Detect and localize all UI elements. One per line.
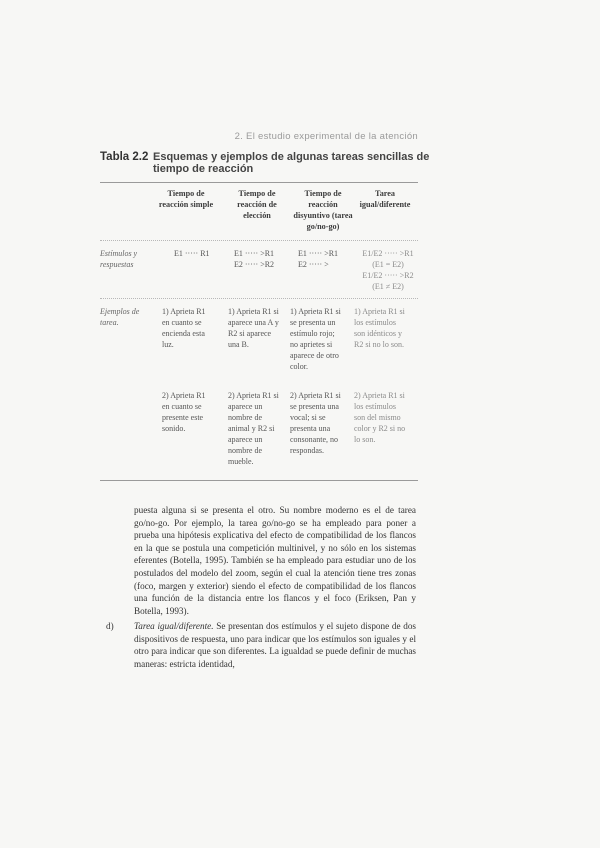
cell-line: encienda esta <box>162 329 205 338</box>
cell-line: una B. <box>228 340 249 349</box>
cell-line: animal y R2 si <box>228 424 275 433</box>
cell-r1-choice <box>234 248 292 270</box>
cell-line: E2 ····· >R2 <box>234 260 275 269</box>
cell-line: 2) Aprieta R1 si <box>354 391 405 400</box>
cell-r2-choice <box>228 306 292 350</box>
cell-line: en cuanto se <box>162 402 202 411</box>
cell-line: los estímulos <box>354 318 397 327</box>
cell-line: lo son. <box>354 435 376 444</box>
cell-line: los estímulos <box>354 402 397 411</box>
header-disjunctive: Tiempo de reacción disyuntivo (tarea go/no-go) <box>293 189 353 231</box>
cell-line: se presenta un <box>290 318 336 327</box>
cell-line: nombre de <box>228 446 262 455</box>
cell-line: respondas. <box>290 446 324 455</box>
cell-r1-disjunctive <box>298 248 356 270</box>
header-rule <box>100 240 418 241</box>
cell-line: 2) Aprieta R1 si <box>228 391 279 400</box>
cell-line: (E1 = E2) <box>372 260 404 269</box>
cell-line: E1/E2 ····· >R2 <box>362 271 414 280</box>
cell-r2-simple <box>162 306 224 350</box>
cell-line: presenta una <box>290 424 331 433</box>
header-same-different: Tarea igual/diferente <box>359 189 411 209</box>
cell-line: E1 ····· >R1 <box>234 249 275 258</box>
cell-line: 2) Aprieta R1 si <box>290 391 341 400</box>
running-header: 2. El estudio experimental de la atención <box>234 131 418 142</box>
cell-line: consonante, no <box>290 435 338 444</box>
cell-line: son idénticos y <box>354 329 402 338</box>
cell-line: aparece un <box>228 402 263 411</box>
cell-r1-simple <box>174 248 230 259</box>
cell-line: color y R2 si no <box>354 424 406 433</box>
cell-line: R2 si no lo son. <box>354 340 405 349</box>
table-bottom-rule <box>100 480 418 481</box>
cell-line: 1) Aprieta R1 <box>162 307 206 316</box>
cell-line: luz. <box>162 340 174 349</box>
cell-line: aparece un <box>228 435 263 444</box>
cell-r1-same-different <box>356 248 420 292</box>
cell-line: color. <box>290 362 308 371</box>
cell-line: R2 si aparece <box>228 329 272 338</box>
row-label-examples: Ejemplos de tarea. <box>100 307 140 327</box>
cell-line: E2 ····· > <box>298 260 329 269</box>
list-item-content <box>134 620 416 670</box>
cell-line: se presenta una <box>290 402 339 411</box>
cell-line: son del mismo <box>354 413 401 422</box>
cell-line: en cuanto se <box>162 318 202 327</box>
table-title: Esquemas y ejemplos de algunas tareas sencillas de tiempo de reacción <box>153 151 430 175</box>
cell-r2-disjunctive <box>290 306 354 372</box>
row-label-stimuli: Estímulos y respuestas <box>100 249 138 269</box>
cell-line: presente este <box>162 413 204 422</box>
cell-line: nombre de <box>228 413 262 422</box>
cell-line: no aprietes si <box>290 340 333 349</box>
cell-line: sonido. <box>162 424 186 433</box>
cell-line: 1) Aprieta R1 si <box>228 307 279 316</box>
table-number: Tabla 2.2 <box>100 151 149 163</box>
body-paragraph <box>134 504 416 617</box>
cell-r3-disjunctive <box>290 390 354 456</box>
header-simple: Tiempo de reacción simple <box>158 189 214 209</box>
cell-line: E1 ····· R1 <box>174 249 210 258</box>
cell-r3-same-different <box>354 390 418 445</box>
cell-line: E1 ····· >R1 <box>298 249 339 258</box>
cell-line: E1/E2 ····· >R1 <box>362 249 414 258</box>
cell-line: aparece una A y <box>228 318 279 327</box>
cell-line: (E1 ≠ E2) <box>372 282 404 291</box>
list-marker: d) <box>106 621 114 631</box>
paragraph-text: puesta alguna si se presenta el otro. Su nombre moderno es el de tarea go/no-go. Por ejemplo, la tarea go/no-go se ha empleado para poner a prueba una hipótesis explicativa del efecto de compatibilidad de los flancos en la que se postula una competición multinivel, y no sólo en los sistemas eferentes (Botella, 1995). También se ha empleado para estudiar uno de los postulados del modelo del zoom, según el cual la atención tiene tres zonas (foco, margen y exterior) siendo el efecto de compatibilidad de los flancos una función de la distancia entre los flancos y el foco (Eriksen, Pan y Botella, 1993). <box>134 505 416 616</box>
cell-r3-choice <box>228 390 292 467</box>
cell-line: 2) Aprieta R1 <box>162 391 206 400</box>
cell-r3-simple <box>162 390 224 434</box>
cell-line: 1) Aprieta R1 si <box>290 307 341 316</box>
cell-line: estímulo rojo; <box>290 329 335 338</box>
item-text: Se presentan dos estímulos y el sujeto dispone de dos dispositivos de respuesta, uno para indicar que los estímulos son iguales y el otro para indicar que son diferentes. La igualdad se puede definir de muchas maneras: estricta identidad, <box>134 621 417 669</box>
header-choice: Tiempo de reacción de elección <box>237 189 277 220</box>
cell-line: vocal; si se <box>290 413 326 422</box>
cell-r2-same-different <box>354 306 418 350</box>
table-top-rule <box>100 182 418 183</box>
item-term: Tarea igual/diferente. <box>134 621 214 631</box>
cell-line: mueble. <box>228 457 254 466</box>
row-rule <box>100 298 418 299</box>
cell-line: 1) Aprieta R1 si <box>354 307 405 316</box>
cell-line: aparece de otro <box>290 351 339 360</box>
